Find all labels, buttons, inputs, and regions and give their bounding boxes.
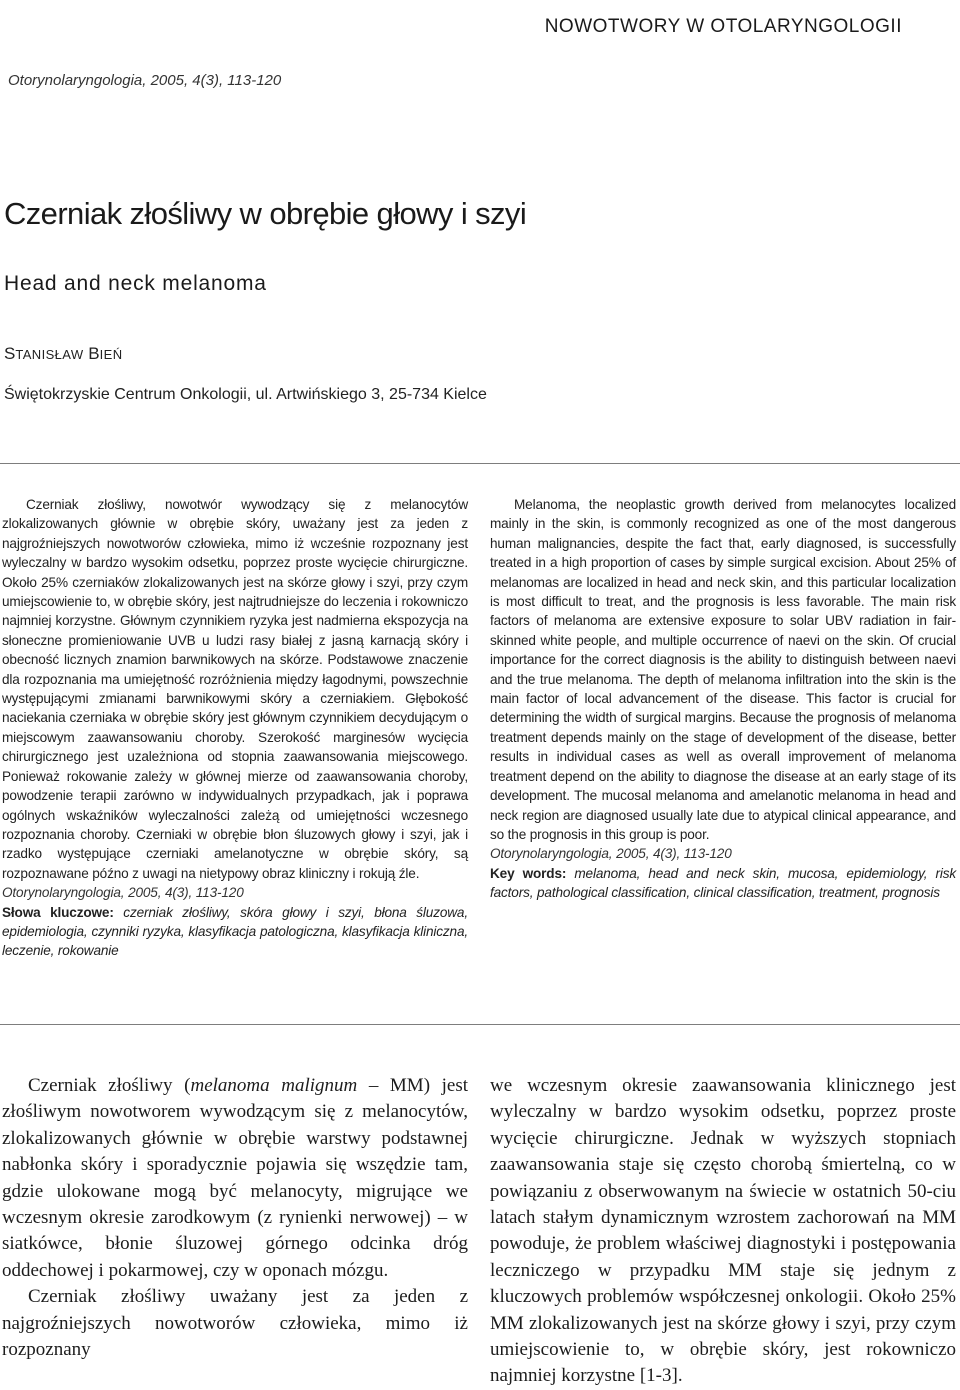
body-paragraph-1 bbox=[2, 1073, 468, 1284]
keywords-english bbox=[490, 864, 956, 903]
article-title-english: Head and neck melanoma bbox=[4, 272, 267, 295]
author-first-initial: S bbox=[4, 344, 16, 363]
body-paragraph-2: Czerniak złośliwy uważany jest za jeden z najgroźniejszych nowotworów człowieka, mimo iż rozpoznany bbox=[2, 1286, 468, 1361]
author-last-rest: IEŃ bbox=[99, 347, 123, 362]
keywords-polish-list: czerniak złośliwy, skóra głowy i szyi, błona śluzowa, epidemiologia, czynniki ryzyka, klasyfikacja patologiczna, klasyfikacja kliniczna, leczenie, rokowanie bbox=[2, 904, 468, 959]
body-paragraph-1-start: Czerniak złośliwy ( bbox=[28, 1075, 191, 1096]
abstract-polish bbox=[2, 495, 468, 961]
article-title-polish: Czerniak złośliwy w obrębie głowy i szyi bbox=[4, 196, 527, 231]
bottom-divider bbox=[0, 1024, 960, 1025]
abstract-english-text: Melanoma, the neoplastic growth derived from melanocytes localized mainly in the skin, is commonly recognized as one of the most dangerous human malignancies, despite the fact that, early diagnosed, is successfully treated in a high proportion of cases by simple surgical excision. About 25% of melanomas are localized in head and neck skin, and this particular localization is most difficult to treat, and the prognosis is less favorable. The main risk factors of melanoma are extensive exposure to solar UBV radiation in fair-skinned white people, and multiple occurrence of naevi on the skin. Of crucial importance for the correct diagnosis is the ability to distinguish between naevi and the true melanoma. The depth of melanoma infiltration into the skin is the main factor of local advancement of the disease. This factor is crucial for determining the width of surgical margins. Because the prognosis of melanoma treatment depends mainly on the stage of development of the disease, better results in individual cases as well as overall improvement of melanoma treatment depend on the ability to diagnose the disease at an early stage of its development. The mucosal melanoma and amelanotic melanoma in head and neck region are diagnosed usually late due to atypical clinical appearance, and so the prognosis in this group is poor. bbox=[490, 497, 956, 842]
author-name bbox=[4, 344, 123, 364]
author-affiliation: Świętokrzyskie Centrum Onkologii, ul. Artwińskiego 3, 25-734 Kielce bbox=[4, 386, 487, 403]
journal-reference: Otorynolaryngologia, 2005, 4(3), 113-120 bbox=[8, 72, 282, 89]
abstract-polish-reference: Otorynolaryngologia, 2005, 4(3), 113-120 bbox=[2, 885, 244, 901]
keywords-polish-label: Słowa kluczowe: bbox=[2, 904, 114, 920]
author-first-rest: TANISŁAW bbox=[15, 347, 84, 362]
keywords-english-label: Key words: bbox=[490, 865, 567, 881]
body-paragraph-1-latin-term: melanoma malignum bbox=[190, 1075, 358, 1096]
body-column-left bbox=[2, 1073, 468, 1363]
abstract-polish-text: Czerniak złośliwy, nowotwór wywodzący się z melanocytów zlokalizowanych głównie w obrębie skóry, uważany jest za jeden z najgroźniejszych nowotworów człowieka, mimo iż wcześnie rozpoznany jest wyleczalny w bardzo wysokim odsetku, poprzez proste wycięcie chirurgiczne. Około 25% czerniaków zlokalizowanych jest na skórze głowy i szyi, przy czym umiejscowienie to, w obrębie skóry, jest najtrudniejsze do leczenia i rokowniczo najmniej korzystne. Głównym czynnikiem ryzyka jest nadmierna ekspozycja na słoneczne promieniowanie UVB u ludzi rasy białej z jasną karnacją skóry i obecność licznych znamion barwnikowych na skórze. Podstawowe znaczenie dla rozpoznania ma umiejętność rozróżnienia między łagodnymi, powszechnie występującymi zmianami barwnikowymi skóry a czerniakiem. Głębokość naciekania czerniaka w obrębie skóry jest głównym czynnikiem decydującym o miejscowym zaawansowaniu choroby. Szerokość marginesów wycięcia chirurgicznego jest uzależniona od stopnia zaawansowania miejscowego. Ponieważ rokowanie zależy w głównej mierze od zaawansowania choroby, powodzenie terapii zarówno w indywidualnych przypadkach, jak i poprawa ogólnych wskaźników wyleczalności zależą od umiejętności wczesnego rozpoznania choroby. Czerniaki w obrębie błon śluzowych głowy i szyi, jak i rzadko występujące czerniaki amelanotyczne w obrębie skóry, są rozpoznawane późno z uwagi na nietypowy obraz kliniczny i rokują źle. bbox=[2, 497, 468, 881]
body-paragraph-1-rest: – MM) jest złośliwym nowotworem wywodzącym się z melanocytów, zlokalizowanych głównie w obrębie warstwy podstawnej nabłonka skóry i sporadycznie pojawia się wszędzie tam, gdzie ulokowane mogą być melanocyty, migrujące we wczesnym okresie zarodkowym (z rynienki nerwowej) – w siatkówce, błonie śluzowej górnego odcinka dróg oddechowej i pokarmowej, czy w oponach mózgu. bbox=[2, 1075, 469, 1281]
author-last-initial: B bbox=[88, 344, 100, 363]
body-paragraph-3: we wczesnym okresie zaawansowania klinicznego jest wyleczalny w bardzo wysokim odsetku, poprzez proste wycięcie chirurgiczne. Jednak w wyższych stopniach zaawansowania staje się często chorobą śmiertelną, co w powiązaniu z obserwowanym na świecie w ostatnich 50-ciu latach stałym dynamicznym wzrostem zachorowań na MM powoduje, że problem właściwej diagnostyki i postępowania leczniczego w przypadku MM staje się jednym z kluczowych problemów współczesnej onkologii. Około 25% MM zlokalizowanych jest na skórze głowy i szyi, przy czym umiejscowienie to, w obrębie skóry, jest rokowniczo najmniej korzystne [1-3]. bbox=[490, 1075, 956, 1387]
keywords-english-list: melanoma, head and neck skin, mucosa, epidemiology, risk factors, pathological classification, clinical classification, treatment, prognosis bbox=[490, 865, 956, 901]
body-column-right bbox=[490, 1073, 956, 1390]
keywords-polish bbox=[2, 903, 468, 961]
abstract-english-reference: Otorynolaryngologia, 2005, 4(3), 113-120 bbox=[490, 846, 732, 862]
section-header: NOWOTWORY W OTOLARYNGOLOGII bbox=[544, 16, 902, 37]
top-divider bbox=[0, 463, 960, 464]
abstract-english bbox=[490, 495, 956, 903]
